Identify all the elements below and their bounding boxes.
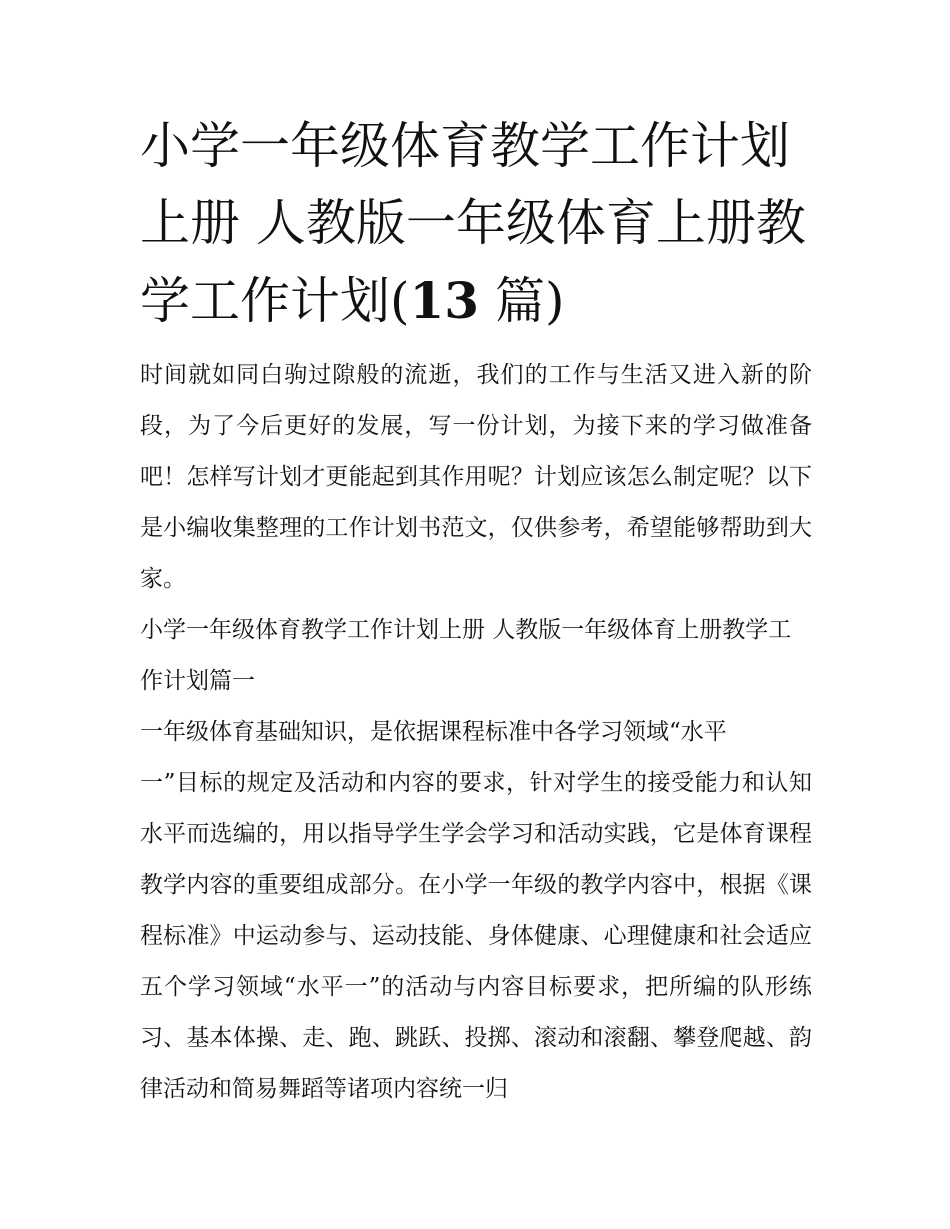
intro-paragraph: 时间就如同白驹过隙般的流逝，我们的工作与生活又进入新的阶段，为了今后更好的发展，写一份计划，为接下来的学习做准备吧！怎样写计划才更能起到其作用呢？计划应该怎么制定呢？以下是小编收集整理的工作计划书范文，仅供参考，希望能够帮助到大家。 [140, 362, 812, 592]
document-page [140, 108, 812, 1115]
title-count: 13 [409, 271, 480, 330]
body-continuation: 一”目标的规定及活动和内容的要求，针对学生的接受能力和认知水平而选编的，用以指导学生学会学习和活动实践，它是体育课程教学内容的重要组成部分。在小学一年级的教学内容中，根据《课程标准》中运动参与、运动技能、身体健康、心理健康和社会适应五个学习领域“水平一”的活动与内容目标要求，把所编的队形练习、基本体操、走、跑、跳跃、投掷、滚动和滚翻、攀登爬越、韵律活动和简易舞蹈等诸项内容统一归 [140, 770, 812, 1102]
body-paragraph [140, 707, 812, 1115]
title-text-start: 小学一年级体育教学工作计划上册 人教版一年级体育上册教学工作计划( [140, 117, 806, 330]
body-first-line: 一年级体育基础知识，是依据课程标准中各学习领域“水平 [140, 719, 727, 745]
document-title [140, 108, 812, 340]
title-text-end: 篇) [479, 272, 565, 330]
section-heading: 小学一年级体育教学工作计划上册 人教版一年级体育上册教学工作计划篇一 [140, 617, 792, 694]
